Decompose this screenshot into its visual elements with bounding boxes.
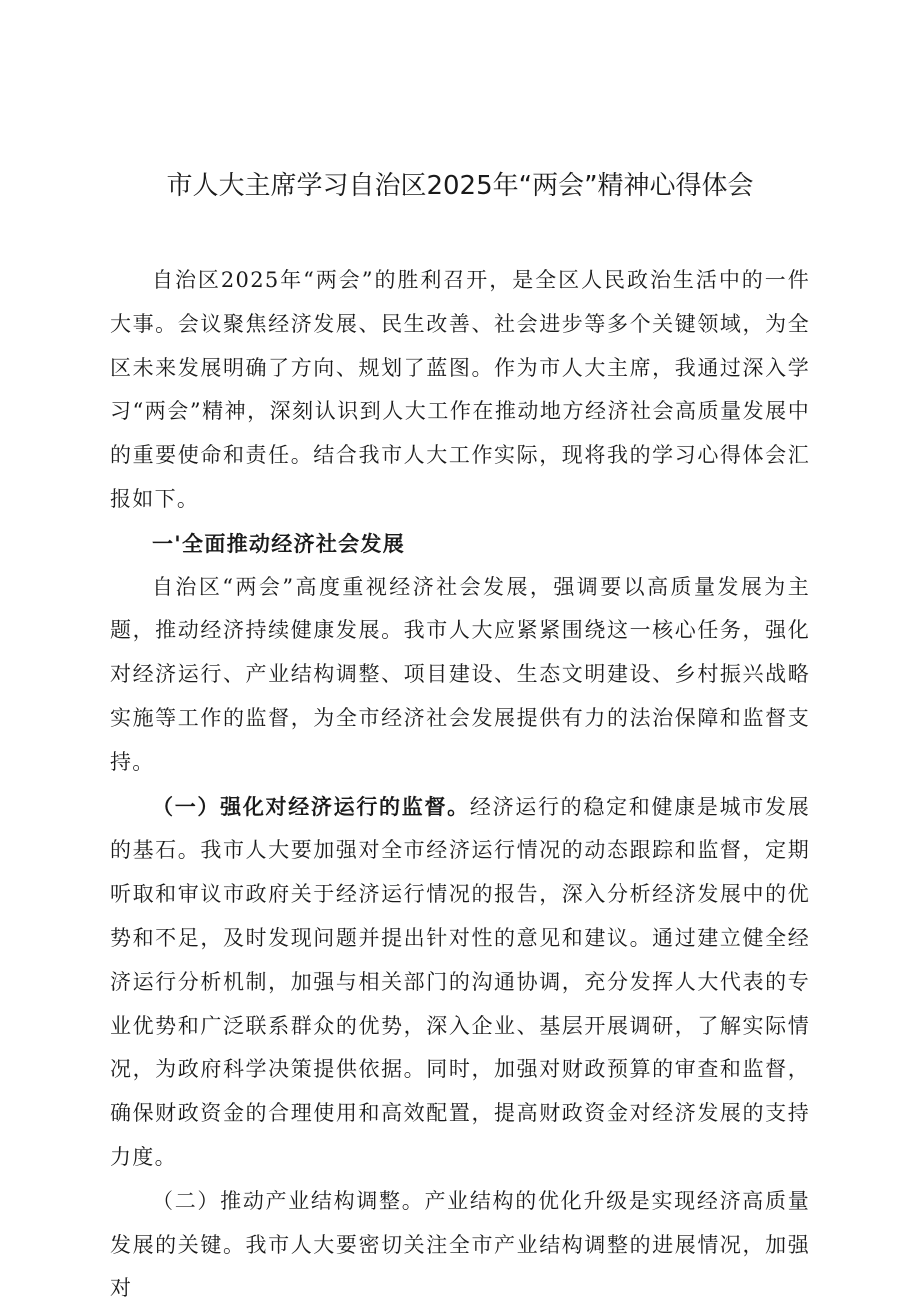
section-1-paragraph: 自治区“两会”高度重视经济社会发展，强调要以高质量发展为主题，推动经济持续健康发展。我市人大应紧紧围绕这一核心任务，强化对经济运行、产业结构调整、项目建设、生态文明建设、乡村振兴战略实施等工作的监督，为全市经济社会发展提供有力的法治保障和监督支持。: [110, 574, 810, 774]
item-1-paragraph: [110, 785, 810, 1180]
section-1-heading: 一'全面推动经济社会发展: [152, 530, 406, 556]
item-1-lead: （一）强化对经济运行的监督。: [152, 793, 470, 819]
item-2-paragraph: （二）推动产业结构调整。产业结构的优化升级是实现经济高质量发展的关键。我市人大要密切关注全市产业结构调整的进展情况，加强对: [110, 1188, 810, 1301]
document-title: 市人大主席学习自治区2025年“两会”精神心得体会: [166, 171, 754, 201]
item-1-text: 经济运行的稳定和健康是城市发展的基石。我市人大要加强对全市经济运行情况的动态跟踪和监督，定期听取和审议市政府关于经济运行情况的报告，深入分析经济发展中的优势和不足，及时发现问题并提出针对性的意见和建议。通过建立健全经济运行分析机制，加强与相关部门的沟通协调，充分发挥人大代表的专业优势和广泛联系群众的优势，深入企业、基层开展调研，了解实际情况，为政府科学决策提供依据。同时，加强对财政预算的审查和监督，确保财政资金的合理使用和高效配置，提高财政资金对经济发展的支持力度。: [110, 794, 811, 1169]
intro-paragraph: 自治区2025年“两会”的胜利召开，是全区人民政治生活中的一件大事。会议聚焦经济发展、民生改善、社会进步等多个关键领域，为全区未来发展明确了方向、规划了蓝图。作为市人大主席，我通过深入学习“两会”精神，深刻认识到人大工作在推动地方经济社会高质量发展中的重要使命和责任。结合我市人大工作实际，现将我的学习心得体会汇报如下。: [110, 268, 810, 511]
document-body: [110, 259, 810, 1311]
